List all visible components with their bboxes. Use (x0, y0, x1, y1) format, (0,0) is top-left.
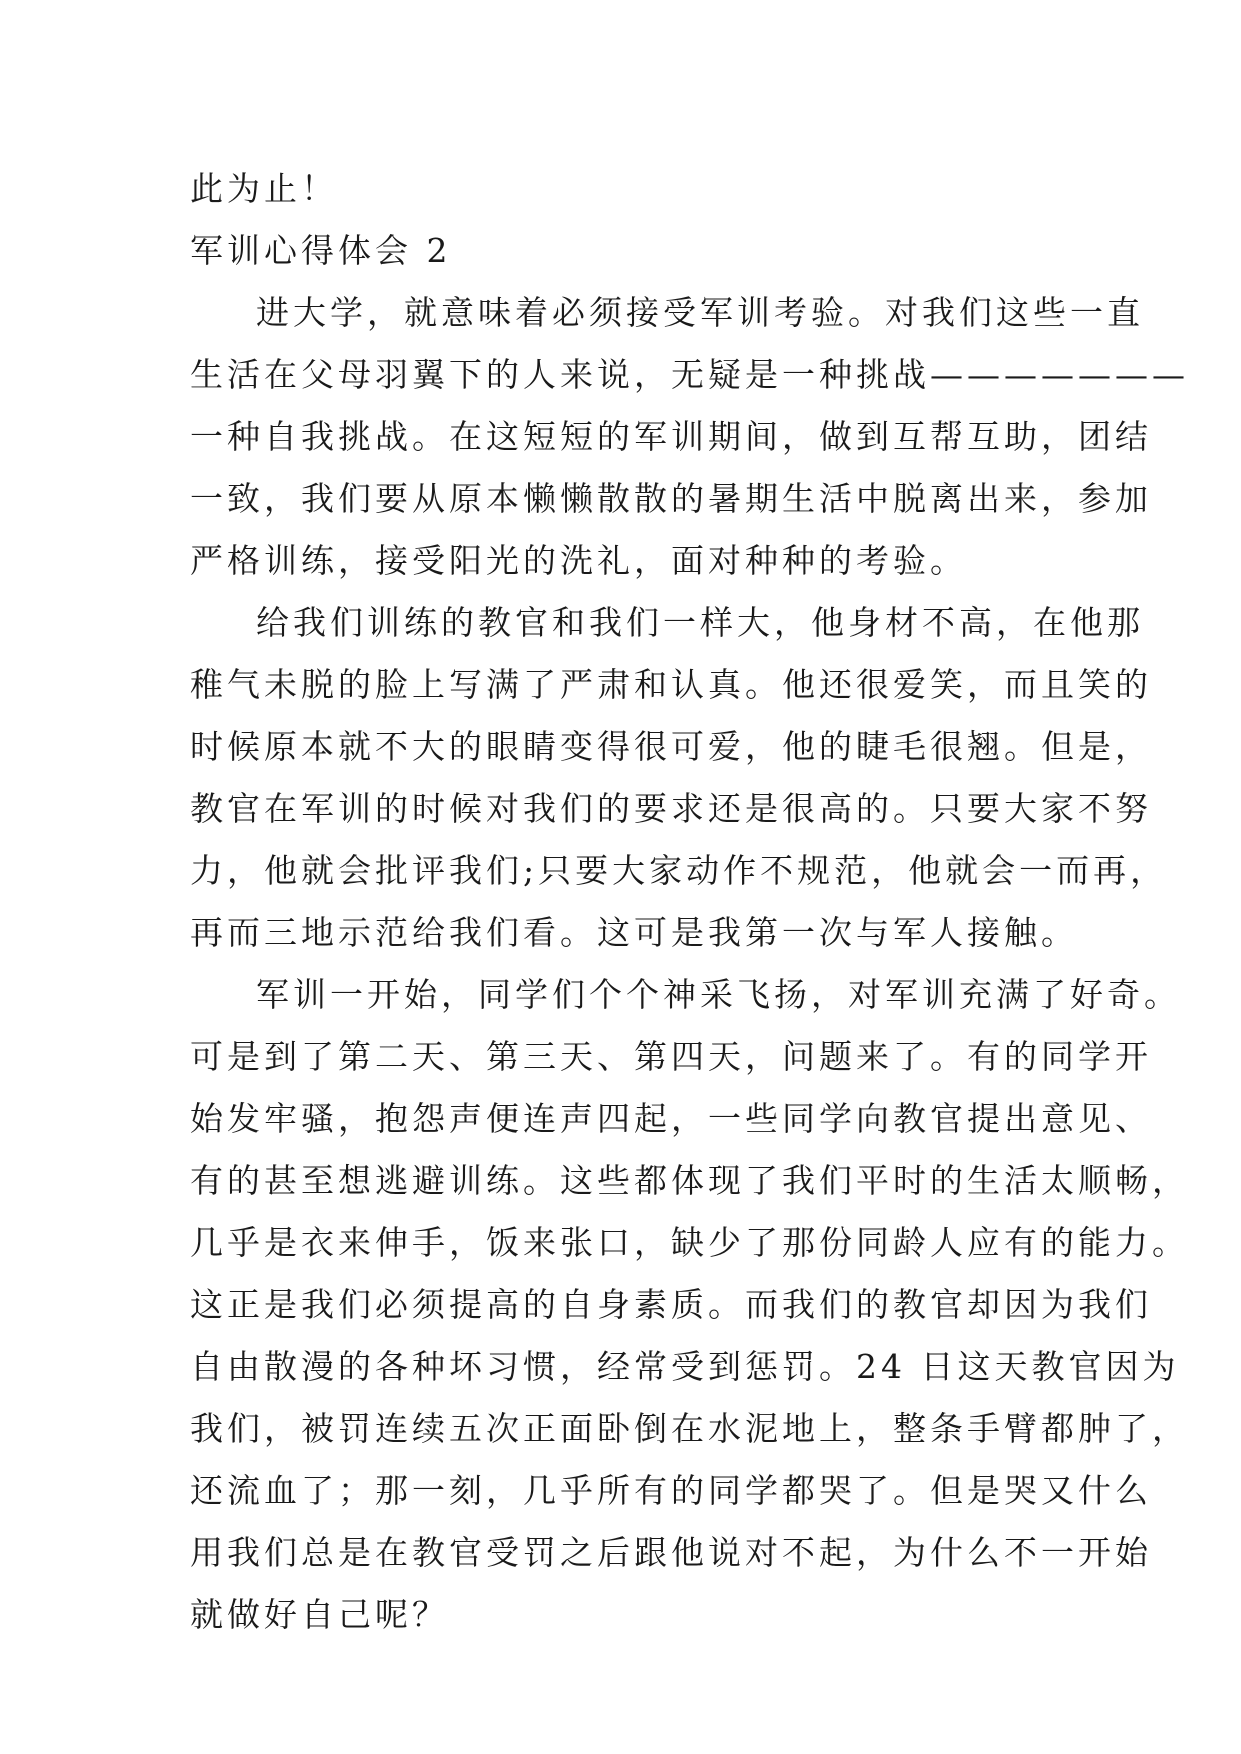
paragraph-line: 可是到了第二天、第三天、第四天，问题来了。有的同学开 (190, 1037, 1152, 1076)
paragraph-line: 还流血了；那一刻，几乎所有的同学都哭了。但是哭又什么 (190, 1471, 1152, 1510)
paragraph-line: 几乎是衣来伸手，饭来张口，缺少了那份同龄人应有的能力。 (190, 1223, 1189, 1262)
paragraph-line: 教官在军训的时候对我们的要求还是很高的。只要大家不努 (190, 789, 1152, 828)
paragraph-line: 一种自我挑战。在这短短的军训期间，做到互帮互助，团结 (190, 417, 1152, 456)
paragraph-line: 生活在父母羽翼下的人来说，无疑是一种挑战——————— (190, 355, 1189, 394)
paragraph-line: 自由散漫的各种坏习惯，经常受到惩罚。24 日这天教官因为 (190, 1347, 1180, 1386)
paragraph-line: 一致，我们要从原本懒懒散散的暑期生活中脱离出来，参加 (190, 479, 1152, 518)
paragraph-line: 就做好自己呢？ (190, 1595, 449, 1634)
paragraph-line: 给我们训练的教官和我们一样大，他身材不高，在他那 (256, 603, 1144, 642)
paragraph-line: 严格训练，接受阳光的洗礼，面对种种的考验。 (190, 541, 967, 580)
lead-line: 此为止！ (190, 169, 338, 208)
paragraph-2 (190, 592, 1168, 964)
paragraph-line: 用我们总是在教官受罚之后跟他说对不起，为什么不一开始 (190, 1533, 1152, 1572)
paragraph-line: 进大学，就意味着必须接受军训考验。对我们这些一直 (256, 293, 1144, 332)
paragraph-line: 再而三地示范给我们看。这可是我第一次与军人接触。 (190, 913, 1078, 952)
paragraph-line: 稚气未脱的脸上写满了严肃和认真。他还很爱笑，而且笑的 (190, 665, 1152, 704)
paragraph-line: 有的甚至想逃避训练。这些都体现了我们平时的生活太顺畅， (190, 1161, 1189, 1200)
paragraph-1 (190, 282, 1189, 592)
document-body (190, 158, 1189, 1646)
section-heading: 军训心得体会 2 (190, 231, 452, 270)
paragraph-line: 这正是我们必须提高的自身素质。而我们的教官却因为我们 (190, 1285, 1152, 1324)
paragraph-3 (190, 964, 1189, 1646)
paragraph-line: 军训一开始，同学们个个神采飞扬，对军训充满了好奇。 (256, 975, 1181, 1014)
paragraph-line: 我们，被罚连续五次正面卧倒在水泥地上，整条手臂都肿了， (190, 1409, 1189, 1448)
paragraph-line: 力，他就会批评我们;只要大家动作不规范，他就会一而再， (190, 851, 1168, 890)
paragraph-line: 始发牢骚，抱怨声便连声四起，一些同学向教官提出意见、 (190, 1099, 1152, 1138)
paragraph-line: 时候原本就不大的眼睛变得很可爱，他的睫毛很翘。但是， (190, 727, 1152, 766)
